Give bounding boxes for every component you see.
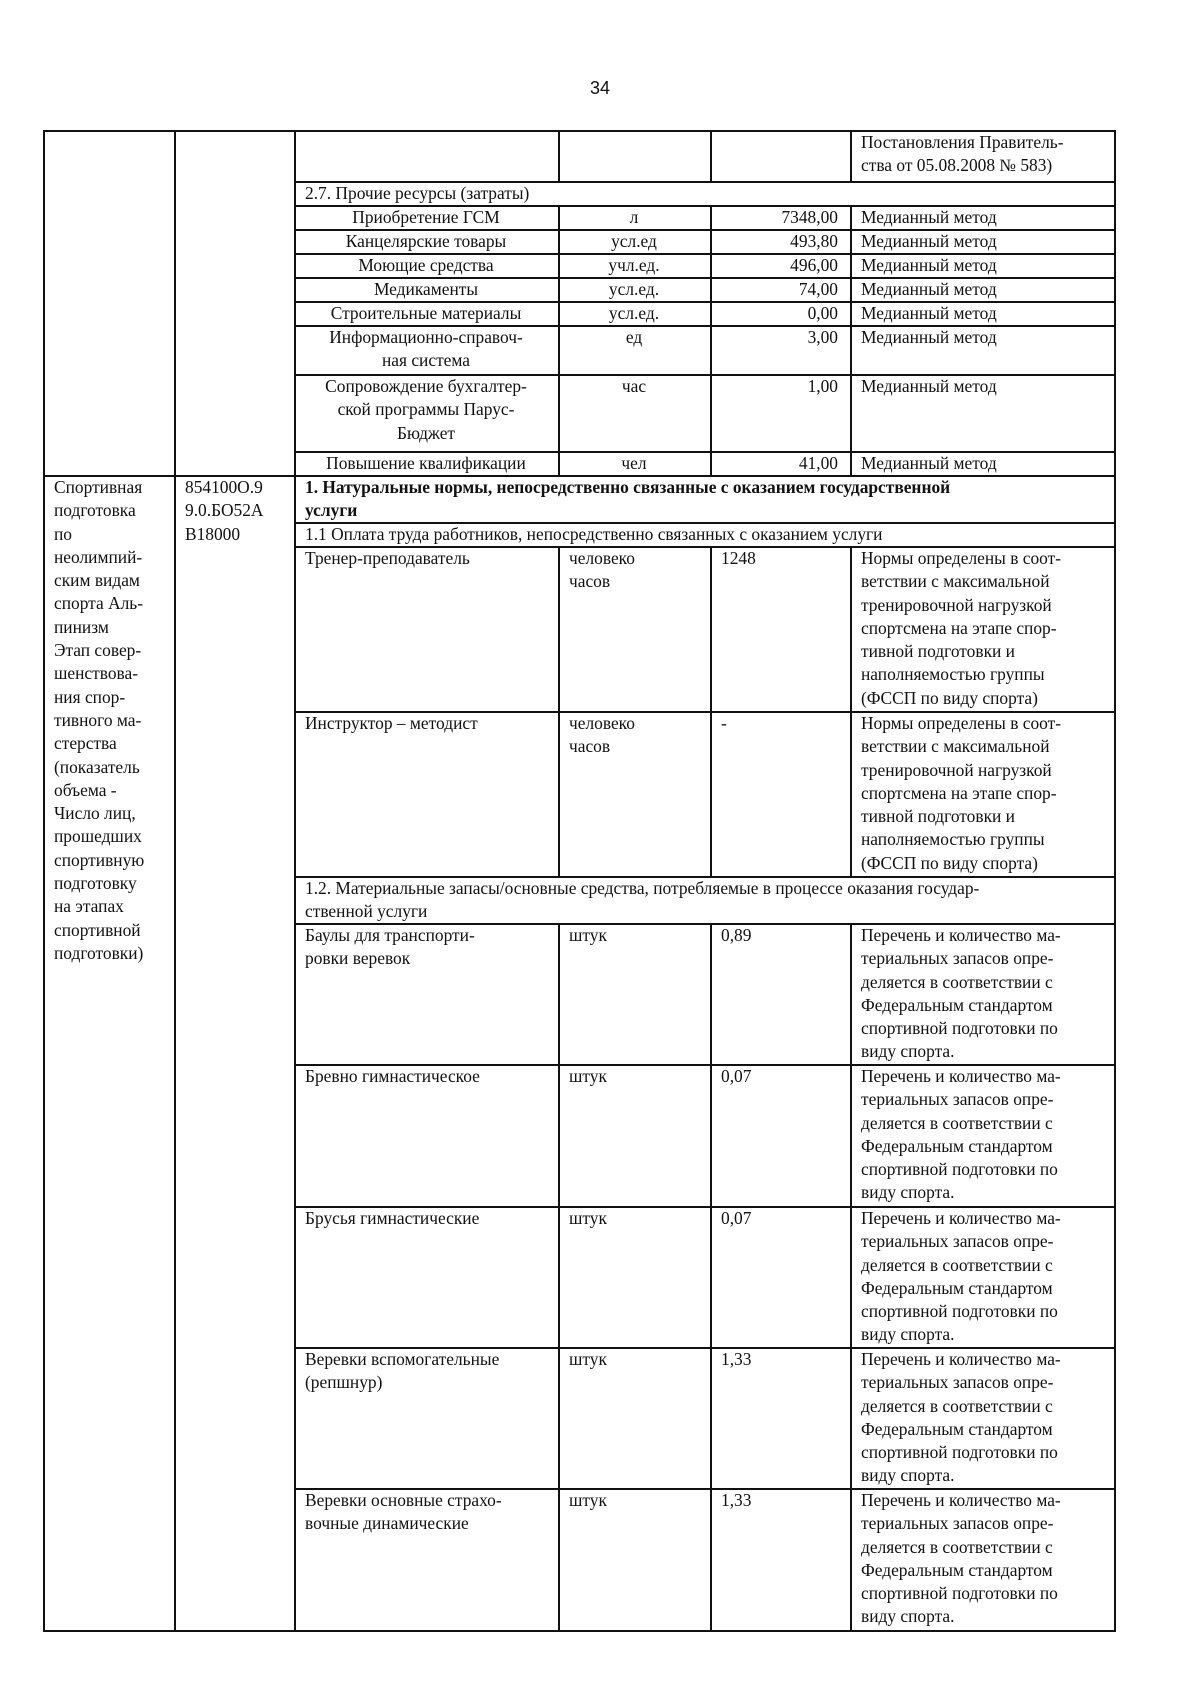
material-note-line: Перечень и количество ма-: [861, 925, 1061, 945]
material-note: [850, 1206, 1114, 1347]
resource-value: [710, 374, 850, 451]
staff-value: [710, 546, 850, 711]
staff-note-line: ветствии с максимальной: [861, 736, 1050, 757]
material-note-line: спортивной подготовки по: [861, 1159, 1058, 1180]
resource-value-line: 3,00: [807, 327, 838, 347]
staff-unit-line: часов: [569, 571, 611, 592]
resource-unit: [558, 205, 710, 229]
section-heading-line: ственной услуги: [305, 901, 428, 922]
resource-name-line: Моющие средства: [358, 255, 494, 275]
material-name-line: Баулы для транспорти-: [305, 925, 475, 945]
resource-method-line: Медианный метод: [861, 453, 997, 473]
resource-value-line: 496,00: [790, 255, 838, 275]
resource-unit: [558, 325, 710, 374]
staff-note-line: (ФССП по виду спорта): [861, 852, 1038, 873]
material-unit: [558, 1206, 710, 1347]
staff-value-line: 1248: [721, 548, 756, 568]
resource-method: [850, 374, 1114, 451]
material-name-line: Веревки основные страхо-: [305, 1490, 502, 1510]
service-name-line: Этап совер-: [54, 640, 142, 661]
material-note-line: виду спорта.: [861, 1182, 955, 1203]
service-name-line: неолимпий-: [54, 546, 143, 567]
resource-method: [850, 325, 1114, 374]
resource-unit-line: ед: [625, 327, 643, 347]
material-name: [294, 923, 558, 1064]
resource-unit-line: чел: [621, 453, 647, 473]
resource-unit: [558, 253, 710, 277]
staff-note-line: тренировочной нагрузкой: [861, 759, 1052, 780]
material-note-line: Перечень и количество ма-: [861, 1208, 1061, 1228]
staff-unit-line: человеко: [569, 713, 635, 733]
staff-note-line: Нормы определены в соот-: [861, 548, 1062, 568]
material-note-line: Федеральным стандартом: [861, 1559, 1053, 1580]
material-value-line: 0,07: [721, 1066, 752, 1086]
material-note-line: виду спорта.: [861, 1324, 955, 1345]
staff-note-line: ветствии с максимальной: [861, 571, 1050, 592]
material-note-line: спортивной подготовки по: [861, 1442, 1058, 1463]
service-name-line: шенствова-: [54, 663, 139, 684]
material-note-line: виду спорта.: [861, 1465, 955, 1486]
material-note-line: виду спорта.: [861, 1606, 955, 1627]
service-name-line: на этапах: [54, 896, 124, 917]
service-name-line: стерства: [54, 733, 117, 754]
staff-name-line: Тренер-преподаватель: [305, 548, 470, 568]
staff-note-line: Нормы определены в соот-: [861, 713, 1062, 733]
resource-unit-line: л: [629, 207, 639, 227]
material-note: [850, 1488, 1114, 1630]
resource-value: [710, 205, 850, 229]
resource-name-line: Сопровождение бухгалтер-: [325, 376, 527, 396]
material-note-line: Перечень и количество ма-: [861, 1066, 1061, 1086]
material-value-line: 0,07: [721, 1208, 752, 1228]
resource-unit: [558, 229, 710, 253]
staff-note-line: наполняемостью группы: [861, 664, 1045, 685]
resource-name-line: Бюджет: [396, 422, 456, 443]
material-note-line: деляется в соответствии с: [861, 1395, 1053, 1416]
service-code-line: 9.0.БО52А: [185, 500, 264, 521]
staff-note-line: тивной подготовки и: [861, 806, 1015, 827]
staff-name-line: Инструктор – методист: [305, 713, 478, 733]
resource-unit-line: учл.ед.: [608, 255, 660, 275]
service-name-line: Спортивная: [54, 477, 143, 497]
staff-note-line: тивной подготовки и: [861, 641, 1015, 662]
resource-name-line: Строительные материалы: [330, 303, 522, 323]
staff-unit: [558, 546, 710, 711]
material-unit-line: штук: [569, 1490, 607, 1510]
resource-name-line: Информационно-справоч-: [329, 327, 523, 347]
resource-method-line: Медианный метод: [861, 376, 997, 396]
service-code: [174, 475, 294, 1630]
material-value: [710, 1064, 850, 1206]
staff-name: [294, 711, 558, 876]
material-value-line: 1,33: [721, 1490, 752, 1510]
material-unit-line: штук: [569, 1208, 607, 1228]
material-unit: [558, 1488, 710, 1630]
resource-value: [710, 301, 850, 325]
resource-value-line: 74,00: [798, 279, 838, 299]
resource-name: [294, 374, 558, 451]
material-note-line: териальных запасов опре-: [861, 1513, 1054, 1534]
material-unit-line: штук: [569, 925, 607, 945]
resource-value-line: 7348,00: [781, 207, 838, 227]
resource-name-line: Повышение квалификации: [326, 453, 526, 473]
resource-value: [710, 451, 850, 475]
material-unit-line: штук: [569, 1066, 607, 1086]
resource-method-line: Медианный метод: [861, 231, 997, 251]
resource-unit: [558, 301, 710, 325]
staff-note-line: (ФССП по виду спорта): [861, 687, 1038, 708]
service-name-line: подготовка: [54, 500, 136, 521]
service-name-line: пинизм: [54, 616, 109, 637]
material-note-line: Перечень и количество ма-: [861, 1349, 1061, 1369]
resource-method: [850, 451, 1114, 475]
service-name-line: Число лиц,: [54, 803, 136, 824]
resource-name: [294, 277, 558, 301]
section-heading: [294, 522, 1114, 546]
resource-name-line: ской программы Парус-: [337, 399, 515, 420]
resource-method: [850, 277, 1114, 301]
section-heading-line: 2.7. Прочие ресурсы (затраты): [305, 183, 530, 203]
material-unit: [558, 1064, 710, 1206]
resource-method-line: Медианный метод: [861, 255, 997, 275]
material-note-line: Перечень и количество ма-: [861, 1490, 1061, 1510]
material-note-line: виду спорта.: [861, 1041, 955, 1062]
material-unit: [558, 1347, 710, 1488]
material-note-line: деляется в соответствии с: [861, 1254, 1053, 1275]
table-rule: [43, 1630, 1116, 1632]
resource-unit-line: усл.ед.: [608, 279, 660, 299]
material-name-line: ровки веревок: [305, 948, 411, 969]
staff-note: [850, 711, 1114, 876]
staff-value: [710, 711, 850, 876]
material-name-line: вочные динамические: [305, 1513, 469, 1534]
material-note: [850, 923, 1114, 1064]
material-value-line: 1,33: [721, 1349, 752, 1369]
service-name: [43, 475, 174, 1630]
staff-unit-line: часов: [569, 736, 611, 757]
material-note-line: териальных запасов опре-: [861, 1372, 1054, 1393]
material-value: [710, 1347, 850, 1488]
resource-unit: [558, 277, 710, 301]
resource-name: [294, 325, 558, 374]
resource-value: [710, 229, 850, 253]
material-name-line: (репшнур): [305, 1372, 383, 1393]
staff-note-line: спортсмена на этапе спор-: [861, 782, 1057, 803]
service-code-line: В18000: [185, 523, 241, 544]
resource-method-line: Медианный метод: [861, 327, 997, 347]
material-note-line: деляется в соответствии с: [861, 1536, 1053, 1557]
material-name-line: Брусья гимнастические: [305, 1208, 480, 1228]
section-heading-line: услуги: [305, 500, 358, 521]
staff-note: [850, 546, 1114, 711]
staff-note-line: спортсмена на этапе спор-: [861, 617, 1057, 638]
service-name-line: ния спор-: [54, 686, 126, 707]
material-note-line: териальных запасов опре-: [861, 948, 1054, 969]
method-note: [850, 130, 1114, 181]
resource-value: [710, 253, 850, 277]
material-note: [850, 1064, 1114, 1206]
resource-unit-line: усл.ед: [611, 231, 657, 251]
section-heading: [294, 181, 1114, 205]
resource-method: [850, 301, 1114, 325]
material-note-line: Федеральным стандартом: [861, 1135, 1053, 1156]
service-name-line: объема -: [54, 779, 117, 800]
service-name-line: спортивную: [54, 849, 145, 870]
material-note-line: Федеральным стандартом: [861, 1418, 1053, 1439]
service-name-line: спорта Аль-: [54, 593, 144, 614]
resource-unit: [558, 451, 710, 475]
resource-value: [710, 325, 850, 374]
resource-method: [850, 229, 1114, 253]
material-value: [710, 1206, 850, 1347]
material-note-line: деляется в соответствии с: [861, 1112, 1053, 1133]
section-heading: [294, 876, 1114, 923]
material-note-line: териальных запасов опре-: [861, 1231, 1054, 1252]
staff-note-line: тренировочной нагрузкой: [861, 594, 1052, 615]
staff-unit-line: человеко: [569, 548, 635, 568]
resource-value-line: 493,80: [790, 231, 838, 251]
material-note: [850, 1347, 1114, 1488]
material-name: [294, 1206, 558, 1347]
service-name-line: спортивной: [54, 919, 141, 940]
method-note-line: Постановления Правитель-: [861, 132, 1064, 152]
section-heading-line: 1.2. Материальные запасы/основные средства, потребляемые в процессе оказания государ-: [305, 878, 980, 898]
page-number: 34: [589, 78, 611, 98]
material-name: [294, 1488, 558, 1630]
resource-name: [294, 229, 558, 253]
material-note-line: деляется в соответствии с: [861, 971, 1053, 992]
material-name-line: Веревки вспомогательные: [305, 1349, 500, 1369]
resource-method-line: Медианный метод: [861, 303, 997, 323]
resource-method: [850, 253, 1114, 277]
resource-value-line: 1,00: [807, 376, 838, 396]
resource-value: [710, 277, 850, 301]
material-unit-line: штук: [569, 1349, 607, 1369]
resource-name: [294, 253, 558, 277]
resource-name: [294, 451, 558, 475]
resource-name-line: Канцелярские товары: [345, 231, 507, 251]
resource-name-line: Приобретение ГСМ: [352, 207, 500, 227]
material-note-line: спортивной подготовки по: [861, 1018, 1058, 1039]
resource-name-line: Медикаменты: [373, 279, 479, 299]
resource-unit: [558, 374, 710, 451]
service-name-line: (показатель: [54, 756, 140, 777]
staff-unit: [558, 711, 710, 876]
staff-name: [294, 546, 558, 711]
service-name-line: ским видам: [54, 570, 140, 591]
staff-note-line: наполняемостью группы: [861, 829, 1045, 850]
resource-name: [294, 301, 558, 325]
service-name-line: тивного ма-: [54, 709, 142, 730]
resource-name-line: ная система: [381, 350, 471, 371]
resource-value-line: 0,00: [807, 303, 838, 323]
resource-value-line: 41,00: [798, 453, 838, 473]
material-value: [710, 1488, 850, 1630]
service-name-line: подготовку: [54, 873, 137, 894]
material-note-line: Федеральным стандартом: [861, 994, 1053, 1015]
material-name: [294, 1064, 558, 1206]
material-note-line: спортивной подготовки по: [861, 1583, 1058, 1604]
material-note-line: спортивной подготовки по: [861, 1301, 1058, 1322]
resource-method-line: Медианный метод: [861, 207, 997, 227]
material-note-line: Федеральным стандартом: [861, 1277, 1053, 1298]
table-rule: [710, 130, 712, 181]
table-rule: [1114, 130, 1116, 1632]
method-note-line: ства от 05.08.2008 № 583): [861, 155, 1053, 176]
section-heading: [294, 475, 1114, 522]
table-rule: [558, 130, 560, 181]
service-name-line: по: [54, 523, 73, 544]
staff-value-line: -: [721, 713, 727, 733]
material-name: [294, 1347, 558, 1488]
section-heading-line: 1. Натуральные нормы, непосредственно связанные с оказанием государственной: [305, 477, 951, 497]
resource-method: [850, 205, 1114, 229]
material-value: [710, 923, 850, 1064]
service-code-line: 854100О.9: [185, 477, 263, 497]
material-unit: [558, 923, 710, 1064]
material-value-line: 0,89: [721, 925, 752, 945]
resource-method-line: Медианный метод: [861, 279, 997, 299]
service-name-line: прошедших: [54, 826, 142, 847]
material-name-line: Бревно гимнастическое: [305, 1066, 480, 1086]
resource-name: [294, 205, 558, 229]
service-name-line: подготовки): [54, 942, 144, 963]
material-note-line: териальных запасов опре-: [861, 1089, 1054, 1110]
resource-unit-line: усл.ед.: [608, 303, 660, 323]
resource-unit-line: час: [621, 376, 647, 396]
section-heading-line: 1.1 Оплата труда работников, непосредственно связанных с оказанием услуги: [305, 524, 883, 544]
